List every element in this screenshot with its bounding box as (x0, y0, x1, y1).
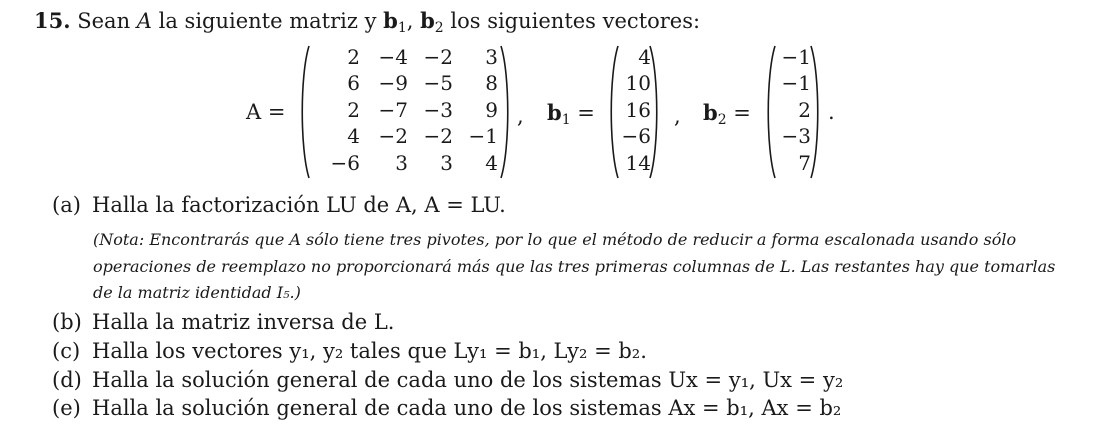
problem-number: 15. (34, 8, 71, 33)
right-paren-icon (810, 45, 822, 179)
right-paren-icon (500, 45, 512, 179)
part-b-text: Halla la matriz inversa de L. (92, 310, 395, 334)
vector-b1-cell: −6 (621, 124, 651, 148)
vector-b2-cell: 7 (798, 151, 811, 175)
matrix-A-cell: −2 (378, 124, 408, 148)
matrix-A-cell: 2 (347, 98, 360, 122)
matrix-A-cell: −4 (378, 45, 408, 69)
matrix-A-cell: −2 (423, 124, 453, 148)
part-a (52, 193, 506, 217)
intro-text-c: los siguientes vectores: (443, 9, 701, 33)
vector-b1-cell: 4 (638, 45, 651, 69)
part-e (52, 396, 841, 420)
b1-symbol: b (383, 8, 398, 33)
vector-b1 (607, 45, 661, 179)
var-A: A (136, 9, 152, 33)
problem-statement (34, 8, 701, 36)
matrix-A-cell: 4 (485, 151, 498, 175)
b2-label-symbol: b (703, 100, 718, 125)
matrix-A-cell: −9 (378, 71, 408, 95)
vector-b2 (764, 45, 822, 179)
part-c (52, 339, 647, 363)
matrix-A-cell: 4 (347, 124, 360, 148)
matrix-A-cell: −5 (423, 71, 453, 95)
vector-b2-label (703, 100, 751, 128)
b1-equals: = (577, 101, 595, 125)
vector-b1-cell: 10 (625, 71, 651, 95)
matrix-A-cell: 2 (347, 45, 360, 69)
matrix-A-cell: 3 (440, 151, 453, 175)
part-b (52, 310, 394, 334)
part-d (52, 368, 843, 392)
matrix-A-cell: −1 (468, 124, 498, 148)
vector-b2-cell: −1 (781, 45, 811, 69)
vector-b1-cell: 16 (625, 98, 651, 122)
vector-b1-label (547, 100, 595, 128)
vector-b2-cell: 2 (798, 98, 811, 122)
matrix-A-cell: −3 (423, 98, 453, 122)
b2-subscript: 2 (434, 20, 444, 36)
part-d-label: (d) (52, 368, 82, 392)
intro-text-a: Sean (77, 9, 137, 33)
part-c-text: Halla los vectores y₁, y₂ tales que Ly₁ = b₁, Ly₂ = b₂. (92, 339, 647, 363)
b2-label-subscript: 2 (717, 112, 727, 128)
part-d-text: Halla la solución general de cada uno de los sistemas Ux = y₁, Ux = y₂ (92, 368, 844, 392)
matrix-A-cell: 9 (485, 98, 498, 122)
b1-label-symbol: b (547, 100, 562, 125)
vector-b2-cell: −1 (781, 71, 811, 95)
part-b-label: (b) (52, 310, 82, 334)
matrix-A-cell: 6 (347, 71, 360, 95)
matrix-A-cell: −2 (423, 45, 453, 69)
b2-equals: = (733, 101, 751, 125)
part-c-label: (c) (52, 339, 81, 363)
part-a-text: Halla la factorización LU de A, A = LU. (92, 193, 506, 217)
b1-subscript: 1 (397, 20, 407, 36)
vector-b1-cell: 14 (625, 151, 651, 175)
separator-2: , (674, 104, 681, 128)
vector-b2-cell: −3 (781, 124, 811, 148)
intro-text-b: la siguiente matriz y (151, 9, 384, 33)
note-line-1: (Nota: Encontrarás que A sólo tiene tres pivotes, por lo que el método de reducir a forma escalonada usando sólo (93, 230, 1017, 249)
matrix-A-label: A = (246, 100, 286, 124)
note-line-3: de la matriz identidad I₅.) (93, 283, 301, 302)
b1-label-subscript: 1 (561, 112, 571, 128)
matrix-A-cell: 8 (485, 71, 498, 95)
left-paren-icon (298, 45, 310, 179)
comma: , (406, 9, 421, 33)
part-e-text: Halla la solución general de cada uno de los sistemas Ax = b₁, Ax = b₂ (92, 396, 842, 420)
part-e-label: (e) (52, 396, 81, 420)
part-a-label: (a) (52, 193, 81, 217)
b2-symbol: b (420, 8, 435, 33)
matrix-A-cell: 3 (395, 151, 408, 175)
note-line-2: operaciones de reemplazo no proporcionará más que las tres primeras columnas de L. Las restantes hay que tomarlas (93, 257, 1056, 276)
separator-1: , (517, 104, 524, 128)
end-period: . (828, 100, 835, 124)
matrix-A-cell: −6 (330, 151, 360, 175)
matrix-A (298, 45, 512, 179)
matrix-A-cell: 3 (485, 45, 498, 69)
matrix-A-cell: −7 (378, 98, 408, 122)
